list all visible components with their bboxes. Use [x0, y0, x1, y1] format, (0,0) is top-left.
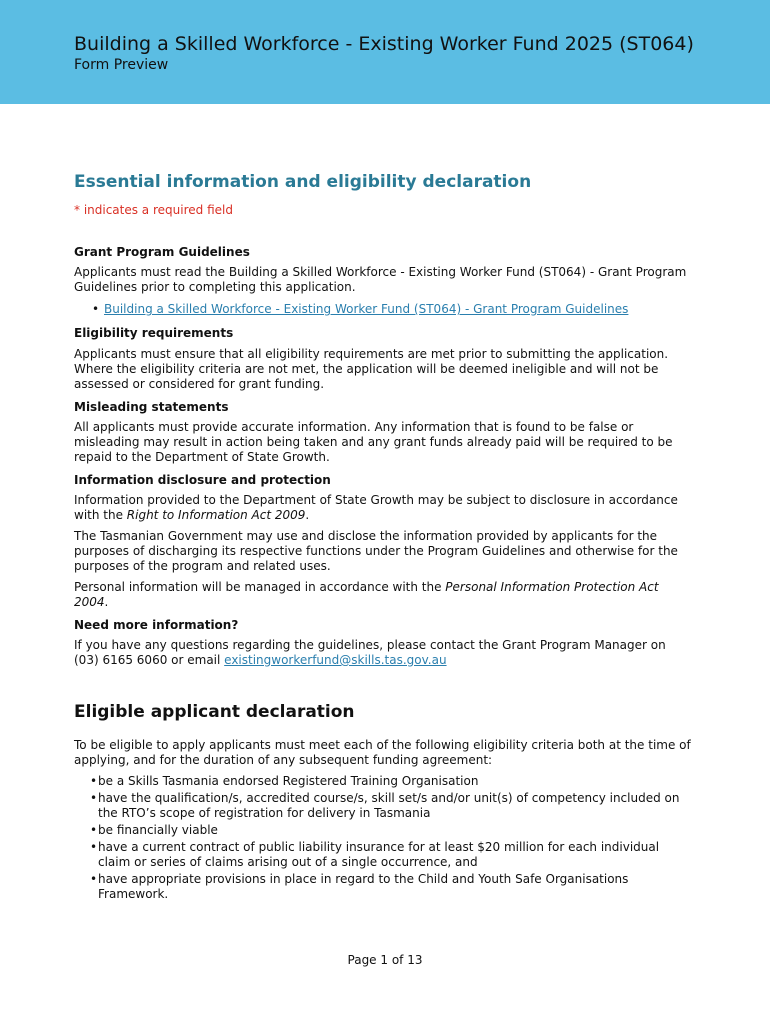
guidelines-text: Applicants must read the Building a Skilled Workforce - Existing Worker Fund (ST064) - Grant Program Guidelines prior to completing this application.: [74, 265, 687, 294]
text-span: Information provided to the Department of State Growth may be subject to disclosure in accordance with the: [74, 493, 678, 522]
list-item: • have appropriate provisions in place in regard to the Child and Youth Safe Organisations Framework.: [74, 872, 694, 902]
list-item: • be a Skills Tasmania endorsed Registered Training Organisation: [74, 774, 694, 789]
contact-email-link[interactable]: existingworkerfund@skills.tas.gov.au: [224, 653, 447, 667]
list-item: • have the qualification/s, accredited course/s, skill set/s and/or unit(s) of competency included on the RTO’s scope of registration for delivery in Tasmania: [74, 791, 694, 821]
section-heading-essential-info: Essential information and eligibility declaration: [74, 172, 532, 192]
form-title: Building a Skilled Workforce - Existing Worker Fund 2025 (ST064): [74, 33, 694, 55]
text-span: If you have any questions regarding the guidelines, please contact the Grant Program Manager on (03) 6165 6060 or email: [74, 638, 666, 667]
misleading-text: All applicants must provide accurate information. Any information that is found to be false or misleading may result in action being taken and any grant funds already paid will be required to be repaid to the Department of State Growth.: [74, 420, 673, 464]
act-name: Personal Information Protection Act 2004: [74, 580, 659, 609]
guidelines-link-list: [74, 302, 694, 317]
eligible-intro-text: To be eligible to apply applicants must meet each of the following eligibility criteria both at the time of applying, and for the duration of any subsequent funding agreement:: [74, 738, 691, 767]
form-subtitle: Form Preview: [74, 57, 169, 73]
heading-need-more-information: Need more information?: [74, 618, 239, 632]
list-item: [74, 302, 694, 317]
eligibility-criteria-list: [74, 774, 694, 902]
eligibility-text: Applicants must ensure that all eligibility requirements are met prior to submitting the application. Where the eligibility criteria are not met, the application will be deemed ineligible and will not be assessed or considered for grant funding.: [74, 347, 669, 391]
heading-eligibility-requirements: Eligibility requirements: [74, 326, 234, 340]
page-number: Page 1 of 13: [347, 953, 423, 967]
disclosure-text-2: The Tasmanian Government may use and disclose the information provided by applicants for the purposes of discharging its respective functions under the Program Guidelines and otherwise for the purposes of the program and related uses.: [74, 529, 678, 573]
heading-misleading-statements: Misleading statements: [74, 400, 229, 414]
disclosure-text-3: [74, 580, 694, 610]
required-field-note: * indicates a required field: [74, 203, 233, 217]
heading-information-disclosure: Information disclosure and protection: [74, 473, 331, 487]
form-header: [0, 0, 770, 104]
form-content: [74, 170, 694, 902]
list-item: • be financially viable: [74, 823, 694, 838]
text-span: .: [104, 595, 109, 609]
list-item: • have a current contract of public liability insurance for at least $20 million for each individual claim or series of claims arising out of a single occurrence, and: [74, 840, 694, 870]
text-span: .: [305, 508, 310, 522]
disclosure-text-1: [74, 493, 694, 523]
section-heading-eligible-applicant: Eligible applicant declaration: [74, 702, 355, 722]
text-span: Personal information will be managed in accordance with the: [74, 580, 446, 594]
more-info-text: [74, 638, 694, 668]
heading-grant-guidelines: Grant Program Guidelines: [74, 245, 250, 259]
act-name: Right to Information Act 2009: [126, 508, 306, 522]
guidelines-link[interactable]: Building a Skilled Workforce - Existing Worker Fund (ST064) - Grant Program Guidelines: [104, 302, 629, 316]
